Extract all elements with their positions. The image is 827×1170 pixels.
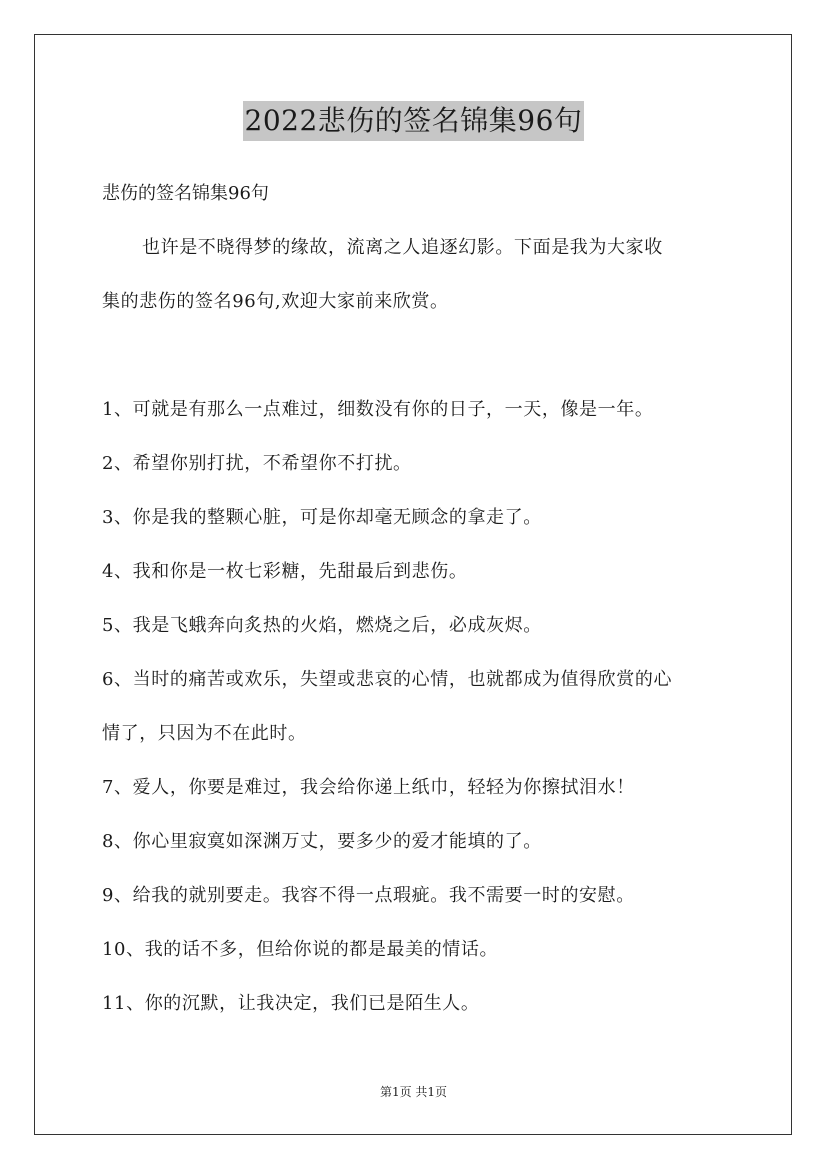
list-item: 3、你是我的整颗心脏，可是你却毫无顾念的拿走了。 bbox=[102, 507, 542, 528]
document-title bbox=[0, 100, 827, 141]
list-item: 7、爱人，你要是难过，我会给你递上纸巾，轻轻为你擦拭泪水！ bbox=[102, 777, 635, 798]
list-item: 2、希望你别打扰，不希望你不打扰。 bbox=[102, 453, 412, 474]
list-item: 11、你的沉默，让我决定，我们已是陌生人。 bbox=[102, 993, 480, 1014]
list-item: 10、我的话不多，但给你说的都是最美的情话。 bbox=[102, 939, 499, 960]
list-item-continuation: 情了，只因为不在此时。 bbox=[102, 723, 307, 744]
document-title-text: 2022悲伤的签名锦集96句 bbox=[243, 101, 585, 141]
list-item: 1、可就是有那么一点难过，细数没有你的日子，一天，像是一年。 bbox=[102, 399, 654, 420]
list-item: 6、当时的痛苦或欢乐，失望或悲哀的心情，也就都成为值得欣赏的心 bbox=[102, 669, 673, 690]
intro-paragraph-line-2: 集的悲伤的签名96句,欢迎大家前来欣赏。 bbox=[102, 291, 449, 312]
list-item: 4、我和你是一枚七彩糖，先甜最后到悲伤。 bbox=[102, 561, 468, 582]
page-number-footer: 第1页 共1页 bbox=[379, 1085, 448, 1099]
document-subtitle: 悲伤的签名锦集96句 bbox=[102, 183, 269, 204]
list-item: 5、我是飞蛾奔向炙热的火焰，燃烧之后，必成灰烬。 bbox=[102, 615, 542, 636]
intro-paragraph-line-1: 也许是不晓得梦的缘故，流离之人追逐幻影。下面是我为大家收 bbox=[142, 237, 663, 258]
list-item: 8、你心里寂寞如深渊万丈，要多少的爱才能填的了。 bbox=[102, 831, 542, 852]
list-item: 9、给我的就别要走。我容不得一点瑕疵。我不需要一时的安慰。 bbox=[102, 885, 635, 906]
